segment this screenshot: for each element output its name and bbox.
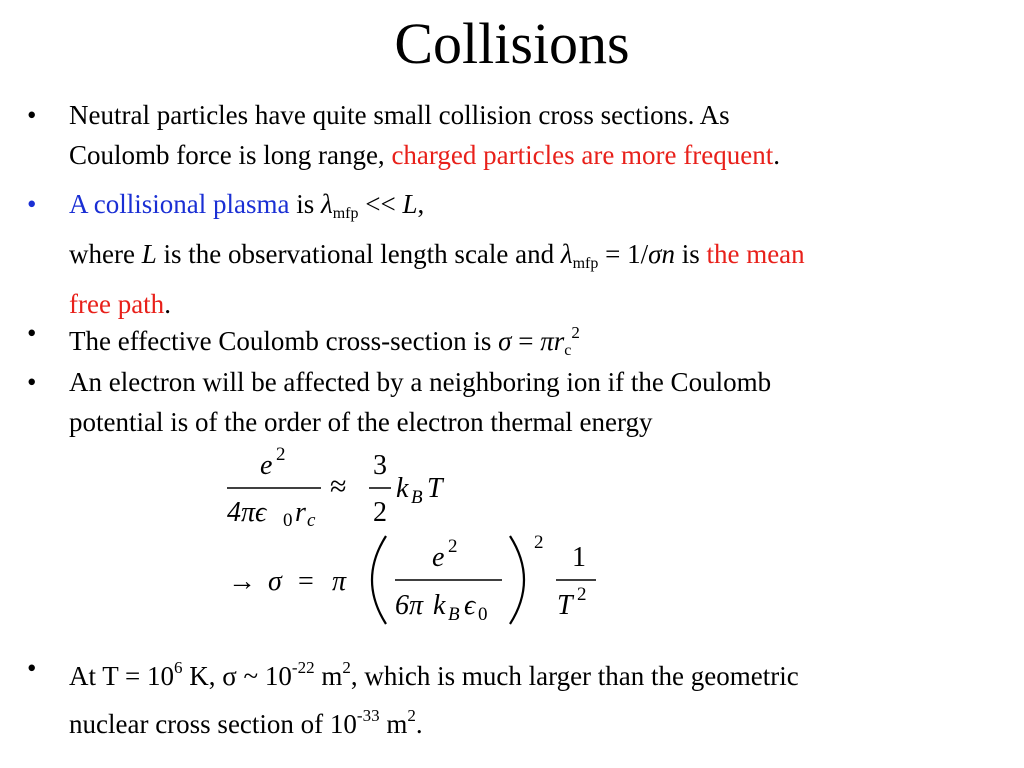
- bullet-text: =: [511, 326, 541, 356]
- bullet-text: potential is of the order of the electron thermal energy: [69, 407, 653, 437]
- eq-numerator-e: e: [432, 542, 445, 573]
- bullet-text: where: [69, 239, 142, 269]
- eq-subscript: c: [307, 510, 316, 530]
- bullet-marker: •: [27, 189, 37, 219]
- fraction-denominator: 2: [373, 497, 387, 528]
- eq-numerator-e: e: [260, 450, 273, 481]
- eq-epsilon: ϵ: [464, 590, 476, 621]
- bullet-text: <<: [358, 189, 403, 219]
- slide-title: Collisions: [394, 11, 630, 76]
- bullet-text: .: [415, 709, 423, 739]
- eq-T: T: [427, 473, 443, 504]
- superscript: -33: [356, 706, 380, 725]
- sigma-symbol: σ: [268, 566, 282, 597]
- bullet-temperature-cross-section: [69, 648, 1019, 744]
- left-paren: [372, 536, 386, 624]
- math-var: L: [402, 189, 418, 219]
- eq-subscript: 0: [478, 604, 488, 625]
- bullet-text: , which is much larger than the geometric: [350, 661, 799, 691]
- sigma-symbol: σ: [498, 326, 512, 356]
- bullet-electron-affected: [69, 362, 1019, 442]
- bullet-text: m: [379, 709, 408, 739]
- highlight-text: A collisional plasma: [69, 189, 290, 219]
- highlight-text: the mean: [706, 239, 805, 269]
- approx-symbol: ≈: [330, 470, 347, 503]
- highlight-text: free path: [69, 289, 165, 319]
- fraction-numerator: 3: [373, 450, 387, 481]
- bullet-marker: •: [27, 367, 37, 397]
- pi-symbol: π: [540, 326, 554, 356]
- lambda-symbol: λ: [321, 189, 333, 219]
- bullet-text: K, σ ~ 10: [182, 661, 292, 691]
- bullet-marker: •: [27, 100, 37, 130]
- subscript: c: [564, 342, 572, 359]
- eq-denominator: 4πϵ: [227, 497, 267, 528]
- lambda-symbol: λ: [560, 239, 573, 269]
- bullet-text: Coulomb force is long range,: [69, 140, 392, 170]
- superscript: -22: [291, 658, 315, 677]
- eq-subscript: 0: [283, 510, 293, 530]
- eq-subscript: B: [411, 487, 423, 508]
- math-var: r: [553, 326, 565, 356]
- bullet-text: m: [314, 661, 343, 691]
- equation-thermal-energy: [215, 440, 475, 530]
- bullet-collisional-plasma: [69, 184, 1019, 324]
- bullet-text: .: [164, 289, 171, 319]
- eq-superscript: 2: [448, 536, 458, 557]
- eq-denominator: 6π: [395, 590, 424, 621]
- bullet-text: Neutral particles have quite small collision cross sections. As: [69, 100, 730, 130]
- subscript: mfp: [572, 255, 599, 272]
- bullet-text: is: [674, 239, 707, 269]
- sigma-symbol: σ: [648, 239, 662, 269]
- bullet-text: is: [289, 189, 321, 219]
- bullet-text: nuclear cross section of 10: [69, 709, 357, 739]
- eq-T: T: [557, 590, 573, 621]
- bullet-text: An electron will be affected by a neighboring ion if the Coulomb: [69, 367, 772, 397]
- subscript: mfp: [332, 205, 359, 222]
- superscript: 2: [407, 706, 416, 725]
- eq-superscript: 2: [534, 532, 544, 553]
- math-var: L: [141, 239, 157, 269]
- bullet-text: is the observational length scale and: [156, 239, 561, 269]
- right-paren: [510, 536, 524, 624]
- fraction-numerator: 1: [572, 542, 586, 573]
- superscript: 2: [342, 658, 351, 677]
- eq-k: k: [396, 473, 409, 504]
- eq-superscript: 2: [276, 444, 286, 465]
- eq-subscript: B: [448, 604, 460, 625]
- highlight-text: charged particles are more frequent: [391, 140, 774, 170]
- eq-superscript: 2: [577, 584, 587, 605]
- bullet-text: At T = 10: [69, 661, 174, 691]
- arrow-symbol: →: [228, 566, 256, 597]
- eq-k: k: [433, 590, 446, 621]
- pi-symbol: π: [332, 566, 347, 597]
- bullet-neutral-particles: [69, 95, 1019, 175]
- math-var: n: [661, 239, 675, 269]
- bullet-text: .: [773, 140, 780, 170]
- bullet-text: = 1/: [598, 239, 649, 269]
- equation-sigma: [220, 528, 620, 628]
- bullet-marker: •: [27, 653, 37, 683]
- equals-symbol: =: [298, 566, 314, 597]
- superscript: 2: [571, 323, 580, 342]
- superscript: 6: [174, 658, 183, 677]
- bullet-marker: •: [27, 318, 37, 348]
- bullet-text: The effective Coulomb cross-section is: [69, 326, 499, 356]
- eq-denominator-r: r: [295, 497, 306, 528]
- bullet-text: ,: [417, 189, 425, 219]
